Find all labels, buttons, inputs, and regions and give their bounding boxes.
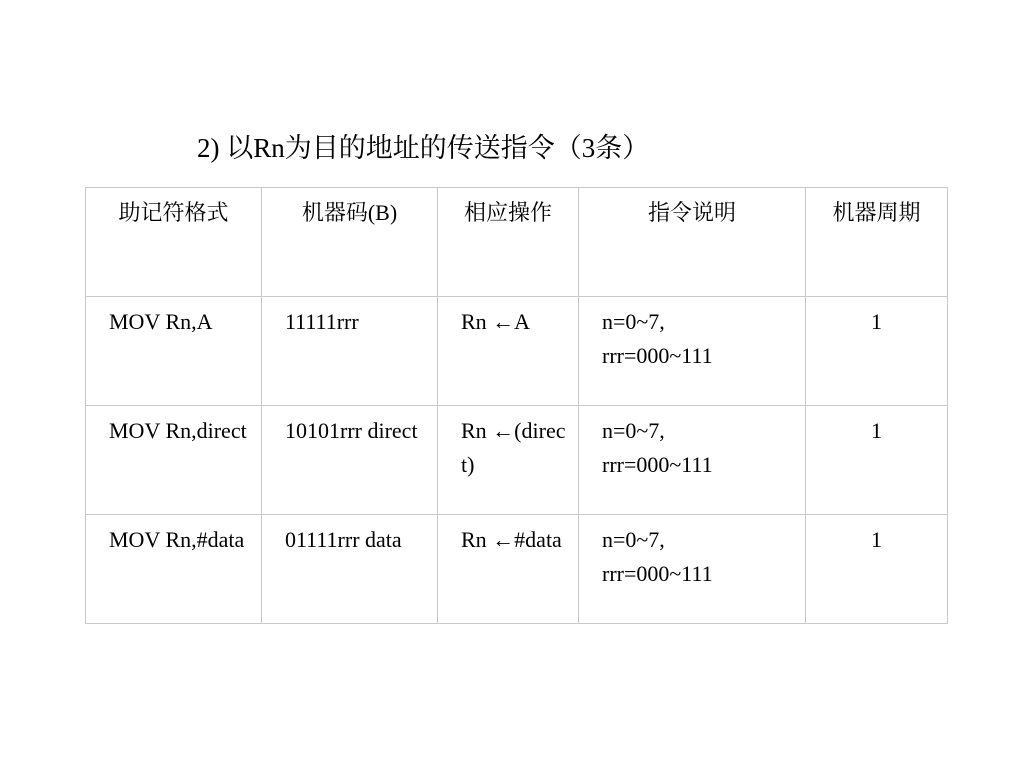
machine-code-cell: 01111rrr data <box>262 515 438 624</box>
table-header-row <box>86 188 948 297</box>
cycles-cell: 1 <box>806 297 948 406</box>
cycles-cell: 1 <box>806 406 948 515</box>
description-line-2: rrr=000~111 <box>602 452 713 477</box>
mnemonic-cell: MOV Rn,direct <box>86 406 262 515</box>
header-mnemonic: 助记符格式 <box>86 188 262 297</box>
description-cell <box>579 297 806 406</box>
description-cell <box>579 515 806 624</box>
table-row <box>86 406 948 515</box>
machine-code-cell: 10101rrr direct <box>262 406 438 515</box>
mnemonic-cell: MOV Rn,#data <box>86 515 262 624</box>
description-line-2: rrr=000~111 <box>602 343 713 368</box>
mnemonic-cell: MOV Rn,A <box>86 297 262 406</box>
description-line-1: n=0~7, <box>602 309 665 334</box>
description-line-1: n=0~7, <box>602 418 665 443</box>
machine-code-cell: 11111rrr <box>262 297 438 406</box>
operation-cell: Rn ←A <box>438 297 579 406</box>
description-cell <box>579 406 806 515</box>
header-description: 指令说明 <box>579 188 806 297</box>
slide-title: 2) 以Rn为目的地址的传送指令（3条） <box>197 133 650 163</box>
cycles-cell: 1 <box>806 515 948 624</box>
instruction-table <box>85 187 948 624</box>
header-cycles: 机器周期 <box>806 188 948 297</box>
description-line-1: n=0~7, <box>602 527 665 552</box>
operation-cell: Rn ←#data <box>438 515 579 624</box>
header-operation: 相应操作 <box>438 188 579 297</box>
table-row <box>86 515 948 624</box>
description-line-2: rrr=000~111 <box>602 561 713 586</box>
header-machine-code: 机器码(B) <box>262 188 438 297</box>
operation-cell: Rn ←(direct) <box>438 406 579 515</box>
table-row <box>86 297 948 406</box>
